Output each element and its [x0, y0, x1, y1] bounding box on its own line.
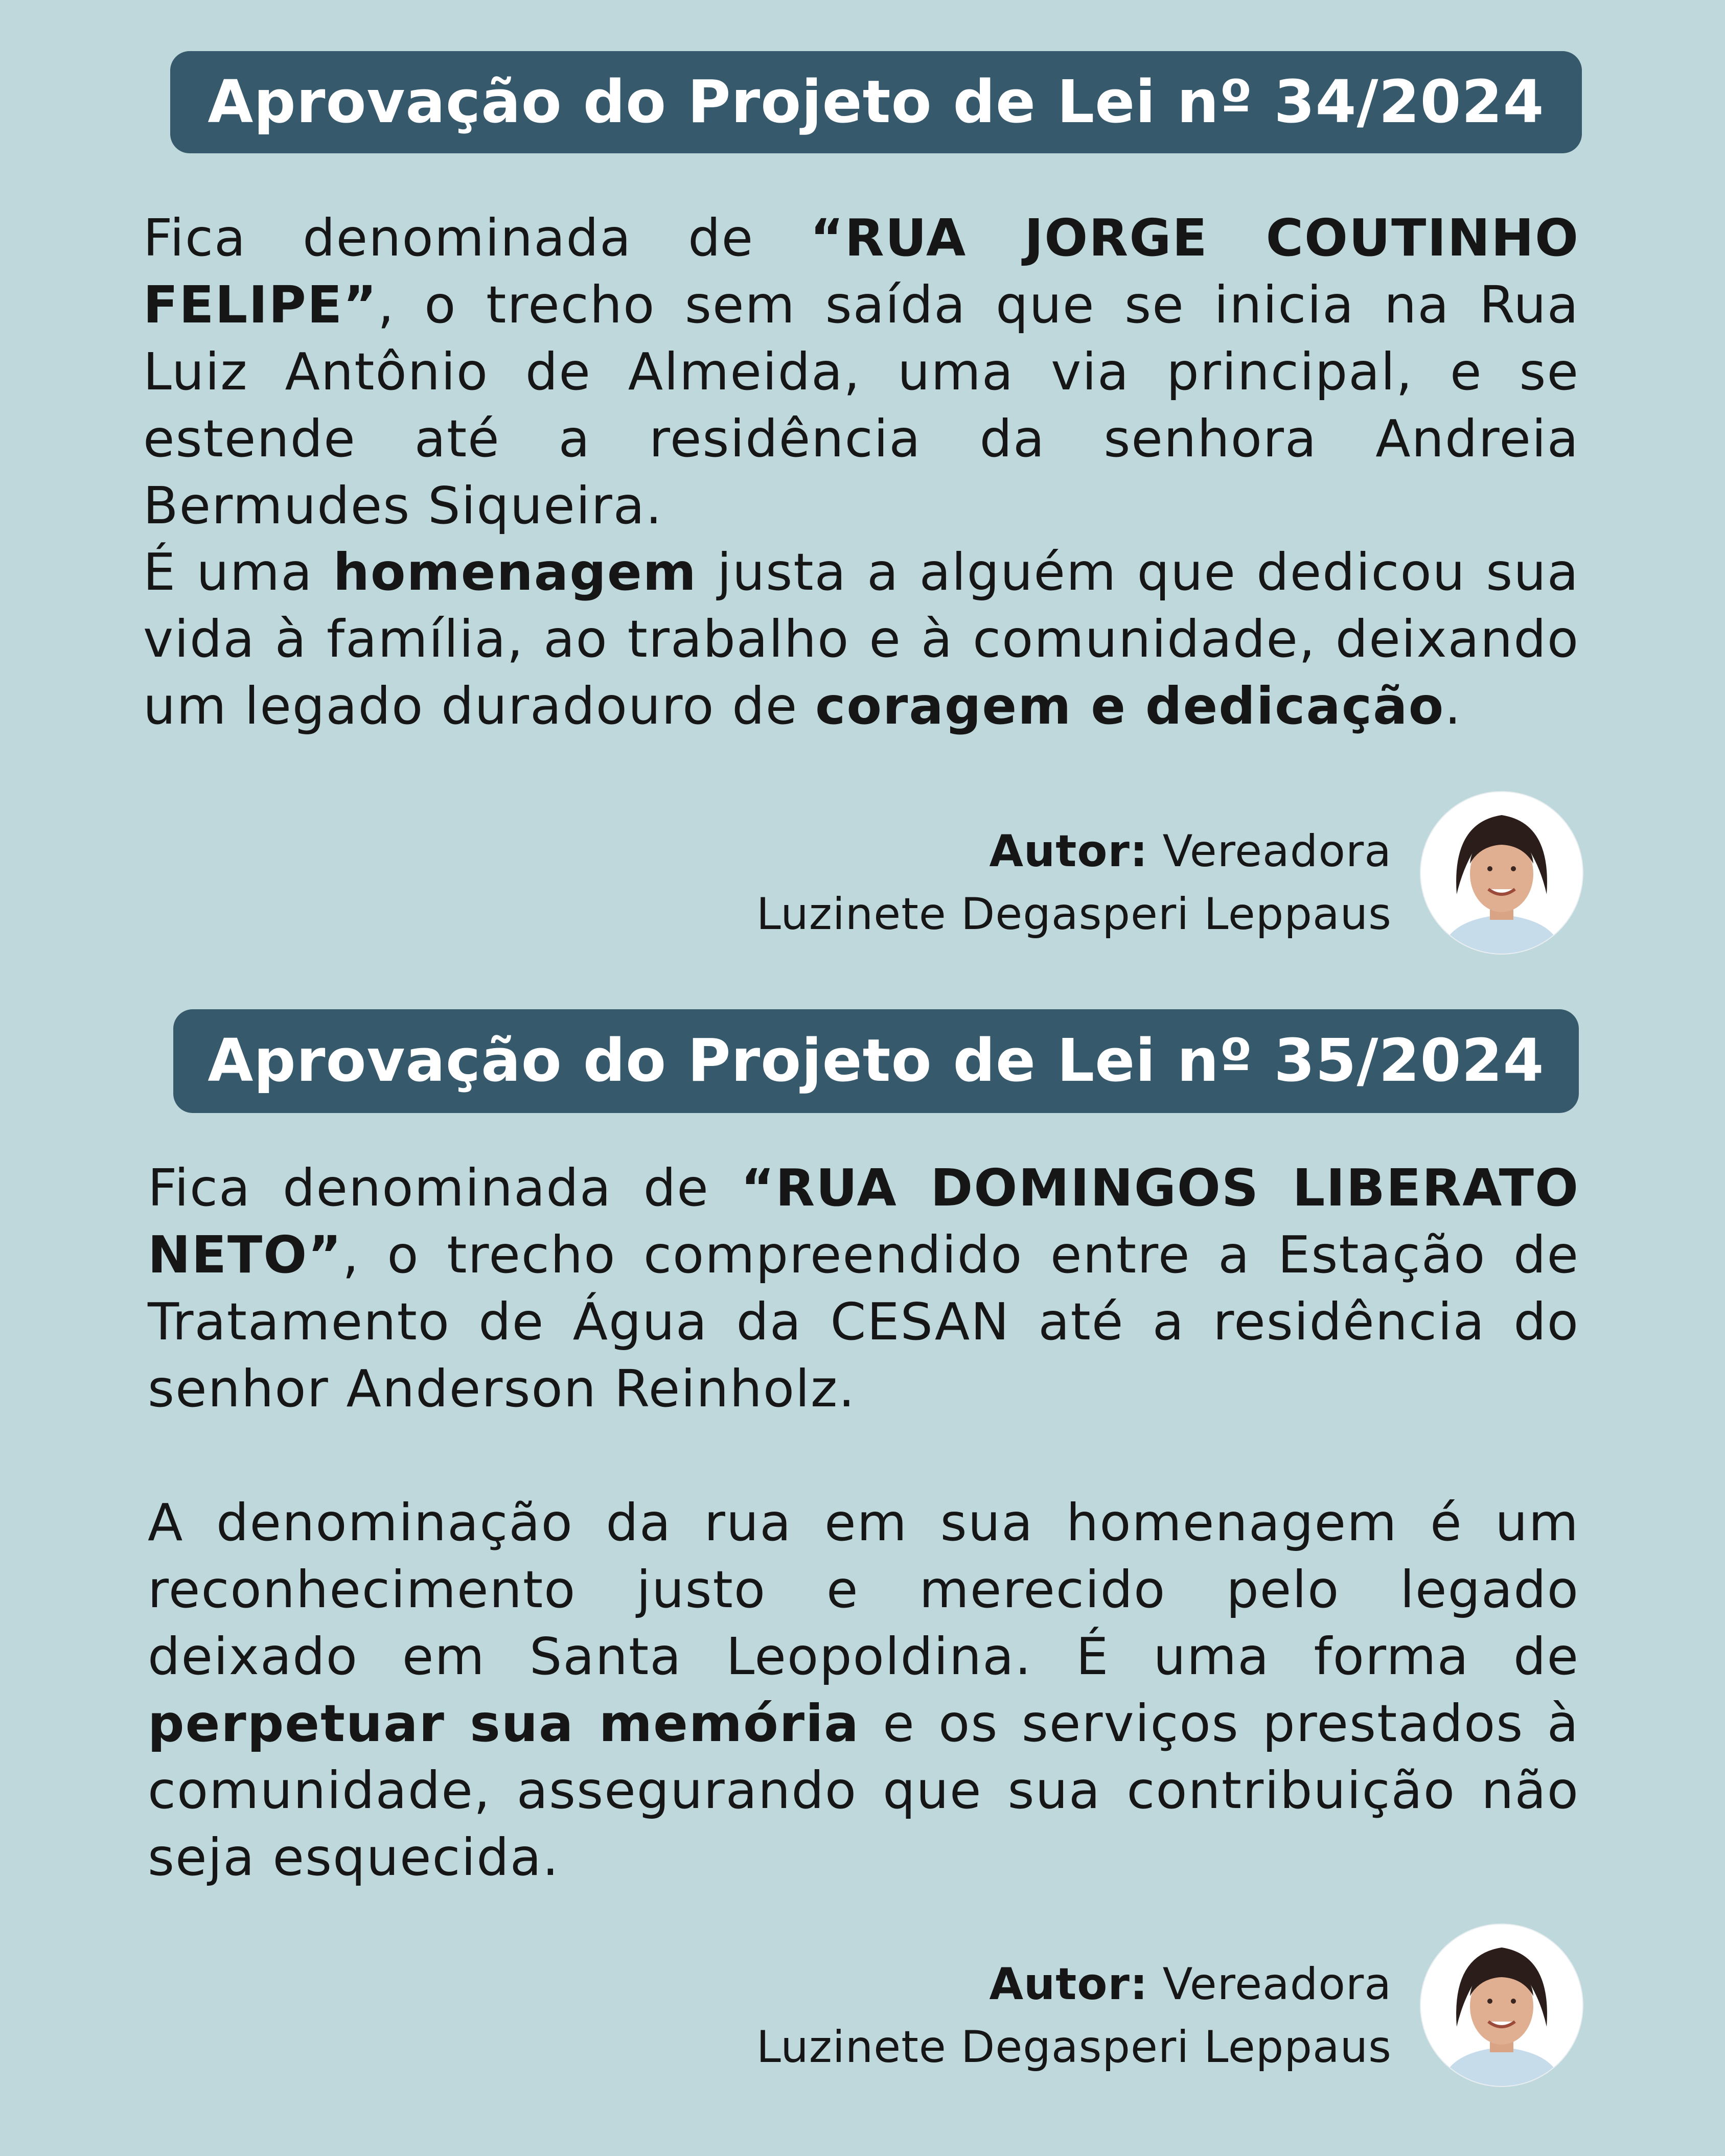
section2-author — [756, 1953, 1392, 2079]
section1-author — [756, 820, 1392, 946]
section2-title: Aprovação do Projeto de Lei nº 35/2024 — [208, 1027, 1545, 1095]
section2-p1-text-c: , o trecho compreendido entre a Estação de Tratamento de Água da CESAN até a residência do senhor Anderson Reinholz. — [148, 1225, 1579, 1419]
section1-author-role: Vereadora — [1148, 826, 1392, 877]
section1-street-name: “RUA JORGE COUTINHO FELIPE” — [143, 208, 1579, 335]
section1-author-label: Autor: — [989, 826, 1148, 877]
section2-paragraph-1 — [148, 1154, 1579, 1422]
section1-author-name: Luzinete Degasperi Leppaus — [756, 889, 1392, 940]
section2-p2-bold-memoria: perpetuar sua memória — [148, 1694, 860, 1753]
section1-p2-text-a: É uma — [143, 542, 333, 602]
section2-p2-text-c: e os serviços prestados à comunidade, assegurando que sua contribuição não seja esquecida. — [148, 1694, 1580, 1887]
section1-p2-bold-homenagem: homenagem — [333, 542, 697, 602]
section2-street-name: “RUA DOMINGOS LIBERATO NETO” — [148, 1158, 1579, 1285]
section2-author-label: Autor: — [989, 1959, 1148, 2010]
section1-author-avatar — [1421, 792, 1582, 954]
section2-paragraph-2 — [148, 1489, 1579, 1891]
section1-p1-text-c: , o trecho sem saída que se inicia na Rua Luiz Antônio de Almeida, uma via principal, e se estende até a residência da senhora Andreia Bermudes Siqueira. — [143, 275, 1579, 536]
section1-title-banner — [170, 51, 1582, 153]
section1-paragraph-1 — [143, 204, 1579, 539]
section1-paragraph-2 — [143, 539, 1579, 739]
section1-title: Aprovação do Projeto de Lei nº 34/2024 — [208, 67, 1545, 136]
section2-title-banner — [173, 1009, 1579, 1113]
section2-author-avatar — [1421, 1925, 1582, 2086]
section2-p1-text-a: Fica denominada de — [148, 1158, 741, 1218]
section2-author-role: Vereadora — [1148, 1959, 1392, 2010]
section1-p2-bold-coragem: coragem e dedicação — [815, 676, 1445, 736]
section2-p2-text-a: A denominação da rua em sua homenagem é um reconhecimento justo e merecido pelo legado deixado em Santa Leopoldina. É uma forma de — [148, 1493, 1579, 1686]
section1-p2-text-e: . — [1444, 676, 1462, 736]
section1-p2-text-c: justa a alguém que dedicou sua vida à família, ao trabalho e à comunidade, deixando um legado duradouro de — [143, 542, 1579, 736]
section2-author-name: Luzinete Degasperi Leppaus — [756, 2022, 1392, 2073]
section1-p1-text-a: Fica denominada de — [143, 208, 810, 268]
